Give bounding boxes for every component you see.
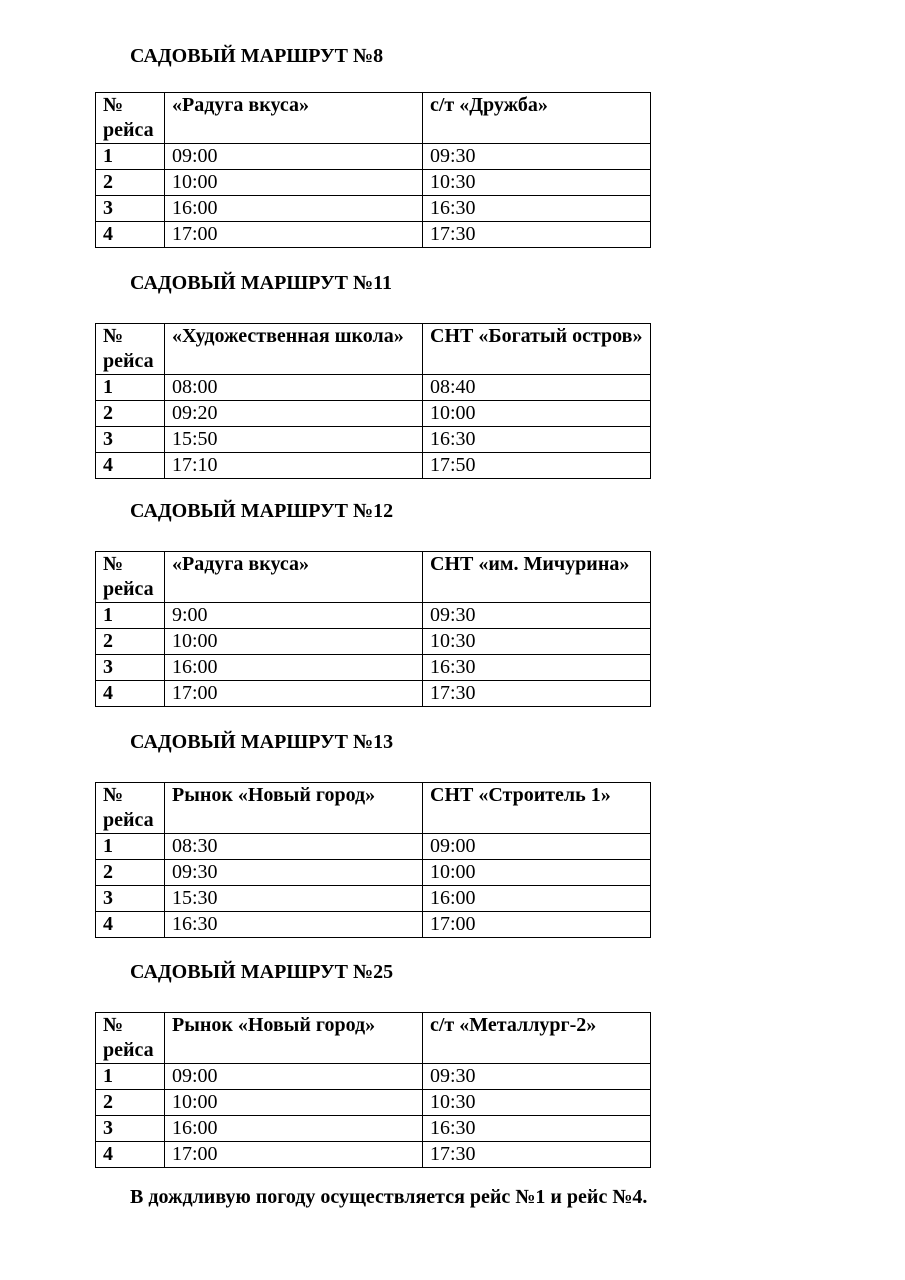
arrival-time: 16:30 <box>423 427 651 453</box>
arrival-time: 16:00 <box>423 886 651 912</box>
trip-number: 3 <box>96 427 165 453</box>
table-row <box>96 912 651 938</box>
route-title: САДОВЫЙ МАРШРУТ №11 <box>130 272 392 294</box>
header-departure-stop: Рынок «Новый город» <box>165 1013 423 1064</box>
route-title: САДОВЫЙ МАРШРУТ №12 <box>130 500 394 522</box>
arrival-time: 17:30 <box>423 1142 651 1168</box>
arrival-time: 10:30 <box>423 629 651 655</box>
table-header-row <box>96 783 651 834</box>
header-arrival-stop: СНТ «Богатый остров» <box>423 324 651 375</box>
departure-time: 9:00 <box>165 603 423 629</box>
header-departure-stop: «Радуга вкуса» <box>165 93 423 144</box>
table-row <box>96 1090 651 1116</box>
arrival-time: 16:30 <box>423 1116 651 1142</box>
trip-number: 2 <box>96 860 165 886</box>
trip-number: 2 <box>96 170 165 196</box>
departure-time: 16:00 <box>165 196 423 222</box>
schedule-table <box>95 1012 651 1168</box>
departure-time: 10:00 <box>165 629 423 655</box>
table-header-row <box>96 552 651 603</box>
arrival-time: 16:30 <box>423 655 651 681</box>
table-row <box>96 1142 651 1168</box>
arrival-time: 10:00 <box>423 860 651 886</box>
schedule-table <box>95 323 651 479</box>
header-arrival-stop: СНТ «Строитель 1» <box>423 783 651 834</box>
table-row <box>96 681 651 707</box>
arrival-time: 10:30 <box>423 170 651 196</box>
route-title: САДОВЫЙ МАРШРУТ №25 <box>130 961 394 983</box>
departure-time: 10:00 <box>165 170 423 196</box>
header-departure-stop: Рынок «Новый город» <box>165 783 423 834</box>
header-departure-stop: «Художественная школа» <box>165 324 423 375</box>
departure-time: 16:30 <box>165 912 423 938</box>
arrival-time: 10:30 <box>423 1090 651 1116</box>
header-trip-number: № рейса <box>96 324 165 375</box>
table-header-row <box>96 93 651 144</box>
trip-number: 2 <box>96 629 165 655</box>
table-row <box>96 603 651 629</box>
header-trip-number: № рейса <box>96 783 165 834</box>
arrival-time: 09:30 <box>423 603 651 629</box>
table-row <box>96 834 651 860</box>
trip-number: 1 <box>96 1064 165 1090</box>
table-row <box>96 886 651 912</box>
header-departure-stop: «Радуга вкуса» <box>165 552 423 603</box>
departure-time: 16:00 <box>165 1116 423 1142</box>
arrival-time: 17:30 <box>423 222 651 248</box>
table-row <box>96 860 651 886</box>
table-row <box>96 401 651 427</box>
route-title: САДОВЫЙ МАРШРУТ №13 <box>130 731 394 753</box>
departure-time: 09:30 <box>165 860 423 886</box>
departure-time: 16:00 <box>165 655 423 681</box>
trip-number: 4 <box>96 912 165 938</box>
departure-time: 09:00 <box>165 144 423 170</box>
trip-number: 1 <box>96 144 165 170</box>
header-trip-number: № рейса <box>96 93 165 144</box>
header-arrival-stop: с/т «Дружба» <box>423 93 651 144</box>
departure-time: 17:00 <box>165 681 423 707</box>
arrival-time: 09:30 <box>423 144 651 170</box>
departure-time: 17:00 <box>165 1142 423 1168</box>
trip-number: 2 <box>96 1090 165 1116</box>
departure-time: 08:30 <box>165 834 423 860</box>
header-trip-number: № рейса <box>96 552 165 603</box>
departure-time: 17:10 <box>165 453 423 479</box>
departure-time: 09:00 <box>165 1064 423 1090</box>
table-row <box>96 1116 651 1142</box>
departure-time: 15:50 <box>165 427 423 453</box>
header-trip-number: № рейса <box>96 1013 165 1064</box>
arrival-time: 08:40 <box>423 375 651 401</box>
trip-number: 1 <box>96 603 165 629</box>
table-row <box>96 1064 651 1090</box>
trip-number: 3 <box>96 1116 165 1142</box>
table-header-row <box>96 324 651 375</box>
table-row <box>96 655 651 681</box>
trip-number: 4 <box>96 453 165 479</box>
arrival-time: 09:00 <box>423 834 651 860</box>
trip-number: 4 <box>96 222 165 248</box>
trip-number: 2 <box>96 401 165 427</box>
departure-time: 10:00 <box>165 1090 423 1116</box>
trip-number: 3 <box>96 196 165 222</box>
arrival-time: 16:30 <box>423 196 651 222</box>
departure-time: 08:00 <box>165 375 423 401</box>
table-row <box>96 629 651 655</box>
table-row <box>96 222 651 248</box>
departure-time: 15:30 <box>165 886 423 912</box>
trip-number: 4 <box>96 1142 165 1168</box>
trip-number: 1 <box>96 834 165 860</box>
arrival-time: 09:30 <box>423 1064 651 1090</box>
header-arrival-stop: СНТ «им. Мичурина» <box>423 552 651 603</box>
departure-time: 09:20 <box>165 401 423 427</box>
table-row <box>96 144 651 170</box>
table-row <box>96 196 651 222</box>
trip-number: 3 <box>96 655 165 681</box>
trip-number: 1 <box>96 375 165 401</box>
trip-number: 3 <box>96 886 165 912</box>
arrival-time: 17:50 <box>423 453 651 479</box>
table-row <box>96 375 651 401</box>
table-header-row <box>96 1013 651 1064</box>
departure-time: 17:00 <box>165 222 423 248</box>
trip-number: 4 <box>96 681 165 707</box>
schedule-table <box>95 92 651 248</box>
arrival-time: 10:00 <box>423 401 651 427</box>
table-row <box>96 170 651 196</box>
header-arrival-stop: с/т «Металлург-2» <box>423 1013 651 1064</box>
table-row <box>96 453 651 479</box>
route-title: САДОВЫЙ МАРШРУТ №8 <box>130 45 384 67</box>
arrival-time: 17:00 <box>423 912 651 938</box>
schedule-table <box>95 551 651 707</box>
schedule-table <box>95 782 651 938</box>
table-row <box>96 427 651 453</box>
arrival-time: 17:30 <box>423 681 651 707</box>
rainy-weather-note: В дождливую погоду осуществляется рейс №1 и рейс №4. <box>130 1186 648 1208</box>
